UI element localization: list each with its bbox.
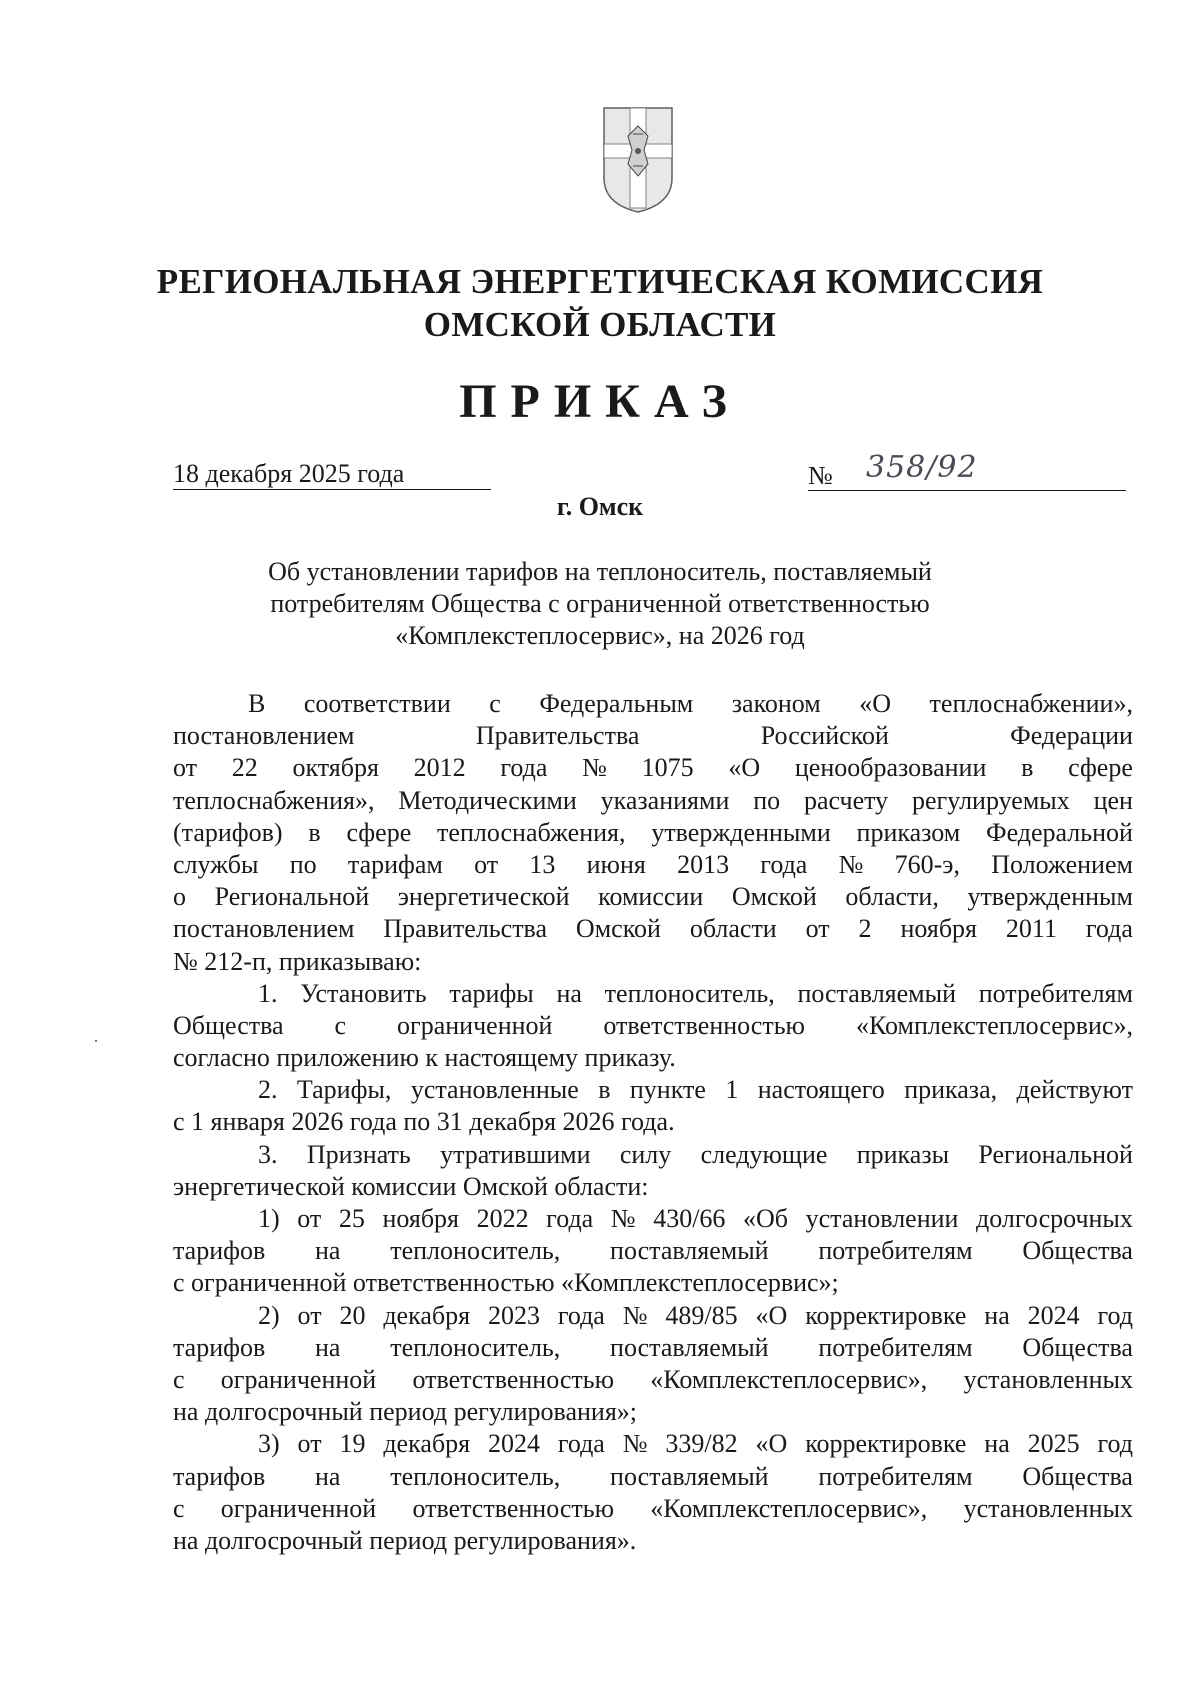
word: установленных [963,1364,1133,1394]
word: энергетической [397,882,570,912]
word: тарифы [449,978,534,1008]
body-line [173,849,1133,881]
word: постановлением [173,721,355,751]
word: указаниями [600,785,730,815]
word: «Об [743,1204,789,1233]
word: Тарифы, [296,1075,392,1105]
word: года [557,1300,605,1330]
word: Общества [1022,1236,1133,1266]
word: Российской [760,721,889,751]
word: № [582,753,607,783]
word: ответственностью [603,1010,805,1040]
word: теплоснабжении», [929,689,1133,718]
word: утвержденными [651,817,831,847]
word: 1) [258,1204,280,1233]
word: Региональной [978,1139,1133,1169]
word: года [760,849,808,879]
word: 1075 [641,753,694,783]
sub-item-2-line [173,1364,1133,1396]
word: «О [859,689,892,718]
word: установленных [963,1493,1133,1523]
word: 430/66 [653,1204,726,1233]
word: на [315,1236,341,1266]
word: Положением [991,849,1133,879]
number-sign: № [808,461,833,490]
word: на [984,1429,1010,1459]
word: корректировке [805,1429,967,1459]
body-line [173,881,1133,913]
word: утратившими [440,1139,591,1169]
word: «Комплекстеплосервис», [855,1010,1133,1040]
word: № [610,1204,636,1233]
sub-item-3-line [173,1461,1133,1493]
word: 2 [858,914,872,944]
word: тарифов [173,1461,266,1491]
word: октября [292,753,379,783]
word: Признать [306,1139,411,1169]
word: «Комплекстеплосервис», [650,1364,928,1394]
word: Правительства [383,914,548,944]
word: поставляемый [610,1332,769,1362]
word: постановлением [173,914,355,944]
body-line: № 212-п, приказываю: [173,946,422,976]
word: июня [586,849,646,879]
word: 2023 [487,1300,540,1330]
word: 22 [231,753,258,783]
word: Общества [173,1010,284,1040]
word: Федерации [1010,721,1133,751]
word: 1 [725,1075,739,1105]
word: теплоснабжения», [173,785,375,815]
subject-line: «Комплекстеплосервис», на 2026 год [395,621,805,650]
sub-item-3-line [173,1428,1133,1460]
word: законом [731,689,821,718]
item-3-line: энергетической комиссии Омской области: [173,1171,649,1201]
word: «О [755,1429,788,1459]
word: 2011 [1005,914,1057,944]
item-1-line: согласно приложению к настоящему приказу. [173,1043,676,1073]
subject-line: потребителям Общества с ограниченной ответственностью [270,589,930,618]
document-type-title: ПРИКАЗ [459,375,741,428]
word: в [598,1075,611,1105]
word: действуют [1016,1075,1133,1105]
sub-item-2-line [173,1332,1133,1364]
word: установлении [805,1204,959,1233]
word: год [1097,1300,1133,1330]
word: (тарифов) [173,817,283,847]
body-line [173,817,1133,849]
word: год [1097,1429,1133,1459]
word: силу [619,1139,672,1169]
word: 339/82 [665,1429,738,1459]
word: 25 [338,1204,365,1233]
body-line [173,752,1133,784]
body-line [173,720,1133,752]
word: 2013 [677,849,730,879]
word: сфере [346,817,412,847]
item-1-line [173,978,1133,1010]
sub-item-3-line [173,1493,1133,1525]
word: поставляемый [797,978,957,1008]
word: 489/85 [665,1300,738,1330]
word: с [173,1364,185,1394]
sub-item-1-line [173,1203,1133,1235]
word: года [500,753,548,783]
word: в [308,817,321,847]
word: тарифов [173,1332,266,1362]
word: Омской [731,882,817,912]
word: 2025 [1027,1429,1080,1459]
word: № [622,1300,648,1330]
body-line [173,913,1133,945]
word: поставляемый [610,1236,769,1266]
word: теплоноситель, [390,1236,561,1266]
word: ноября [382,1204,460,1233]
word: Правительства [475,721,640,751]
word: Федеральной [986,817,1133,847]
sub-item-1-line [173,1235,1133,1267]
word: «О [755,1300,788,1330]
word: настоящего [757,1075,885,1105]
word: 3. [258,1139,278,1169]
word: долгосрочных [976,1204,1133,1233]
word: 760-э, [894,849,960,879]
word: на [984,1300,1010,1330]
word: ответственностью [412,1364,615,1394]
word: 2012 [413,753,466,783]
word: Установить [300,978,427,1008]
word: от [297,1300,322,1330]
word: декабря [383,1300,471,1330]
word: теплоноситель, [390,1332,561,1362]
word: Региональной [214,882,370,912]
word: области [689,914,777,944]
word: 20 [339,1300,366,1330]
word: 13 [529,849,556,879]
word: цен [1093,785,1133,815]
word: Общества [1022,1461,1133,1491]
word: 3) [258,1429,280,1459]
word: на [315,1332,341,1362]
word: следующие [700,1139,828,1169]
word: «Комплекстеплосервис», [650,1493,928,1523]
sub-item-3-line: на долгосрочный период регулирования». [173,1525,637,1555]
word: по [753,785,781,815]
organization-name-line-2: ОМСКОЙ ОБЛАСТИ [423,305,777,344]
word: ограниченной [220,1364,377,1394]
word: ответственностью [412,1493,615,1523]
scan-speck [95,1040,97,1042]
word: соответствии [303,689,451,718]
word: в [1021,753,1034,783]
word: года [1085,914,1133,944]
order-subject [0,556,1200,652]
word: установленные [410,1075,579,1105]
word: 1. [258,978,278,1008]
word: от [173,753,198,783]
word: Омской [575,914,661,944]
word: № [622,1429,648,1459]
word: утвержденным [967,882,1133,912]
word: корректировке [805,1300,967,1330]
sub-item-2-line: на долгосрочный период регулирования»; [173,1397,638,1427]
word: В [248,689,266,718]
order-body [173,688,1133,1557]
word: службы [173,849,259,879]
word: 2024 [487,1429,540,1459]
body-line [173,785,1133,817]
word: от [297,1429,322,1459]
word: с [173,1493,185,1523]
word: 2. [258,1075,278,1105]
word: Общества [1022,1332,1133,1362]
word: теплоноситель, [604,978,775,1008]
word: 2024 [1027,1300,1080,1330]
word: на [315,1461,341,1491]
word: Федеральным [539,689,694,718]
word: № [838,849,864,879]
word: комиссии [598,882,704,912]
word: года [557,1429,605,1459]
word: регулируемых [912,785,1070,815]
word: на [556,978,582,1008]
word: теплоноситель, [390,1461,561,1491]
coat-of-arms-emblem [600,104,676,216]
word: декабря [383,1429,471,1459]
word: приказом [856,817,961,847]
word: тарифам [347,849,443,879]
word: пункте [629,1075,706,1105]
item-1-line [173,1010,1133,1042]
item-2-line [173,1074,1133,1106]
word: приказа, [904,1075,998,1105]
word: сфере [1068,753,1133,783]
word: расчету [803,785,889,815]
word: потребителям [818,1461,973,1491]
word: о [173,882,186,912]
word: теплоснабжения, [437,817,626,847]
word: ограниченной [397,1010,553,1040]
word: тарифов [173,1236,266,1266]
word: 19 [339,1429,366,1459]
word: ценообразовании [794,753,987,783]
word: «О [728,753,761,783]
word: с [334,1010,347,1040]
handwritten-order-number: 358/92 [866,450,978,485]
word: ограниченной [220,1493,377,1523]
organization-name-line-1: РЕГИОНАЛЬНАЯ ЭНЕРГЕТИЧЕСКАЯ КОМИССИЯ [156,262,1044,301]
word: потребителям [818,1236,973,1266]
word: области, [845,882,939,912]
order-date: 18 декабря 2025 года [173,459,491,490]
word: 2022 [476,1204,529,1233]
word: потребителям [978,978,1133,1008]
item-2-line: с 1 января 2026 года по 31 декабря 2026 года. [173,1107,675,1137]
word: потребителям [818,1332,973,1362]
order-number-field [808,450,1126,491]
sub-item-1-line: с ограниченной ответственностью «Комплекстеплосервис»; [173,1268,839,1298]
word: приказы [856,1139,950,1169]
word: Методическими [398,785,577,815]
subject-line: Об установлении тарифов на теплоноситель, поставляемый [268,557,932,586]
sub-item-2-line [173,1300,1133,1332]
item-3-line [173,1139,1133,1171]
body-line [173,688,1133,720]
word: поставляемый [610,1461,769,1491]
word: от [474,849,499,879]
city: г. Омск [556,492,644,521]
word: от [297,1204,322,1233]
word: года [546,1204,594,1233]
word: по [289,849,317,879]
word: от [805,914,830,944]
word: 2) [258,1300,280,1330]
word: с [489,689,501,718]
word: ноября [900,914,978,944]
